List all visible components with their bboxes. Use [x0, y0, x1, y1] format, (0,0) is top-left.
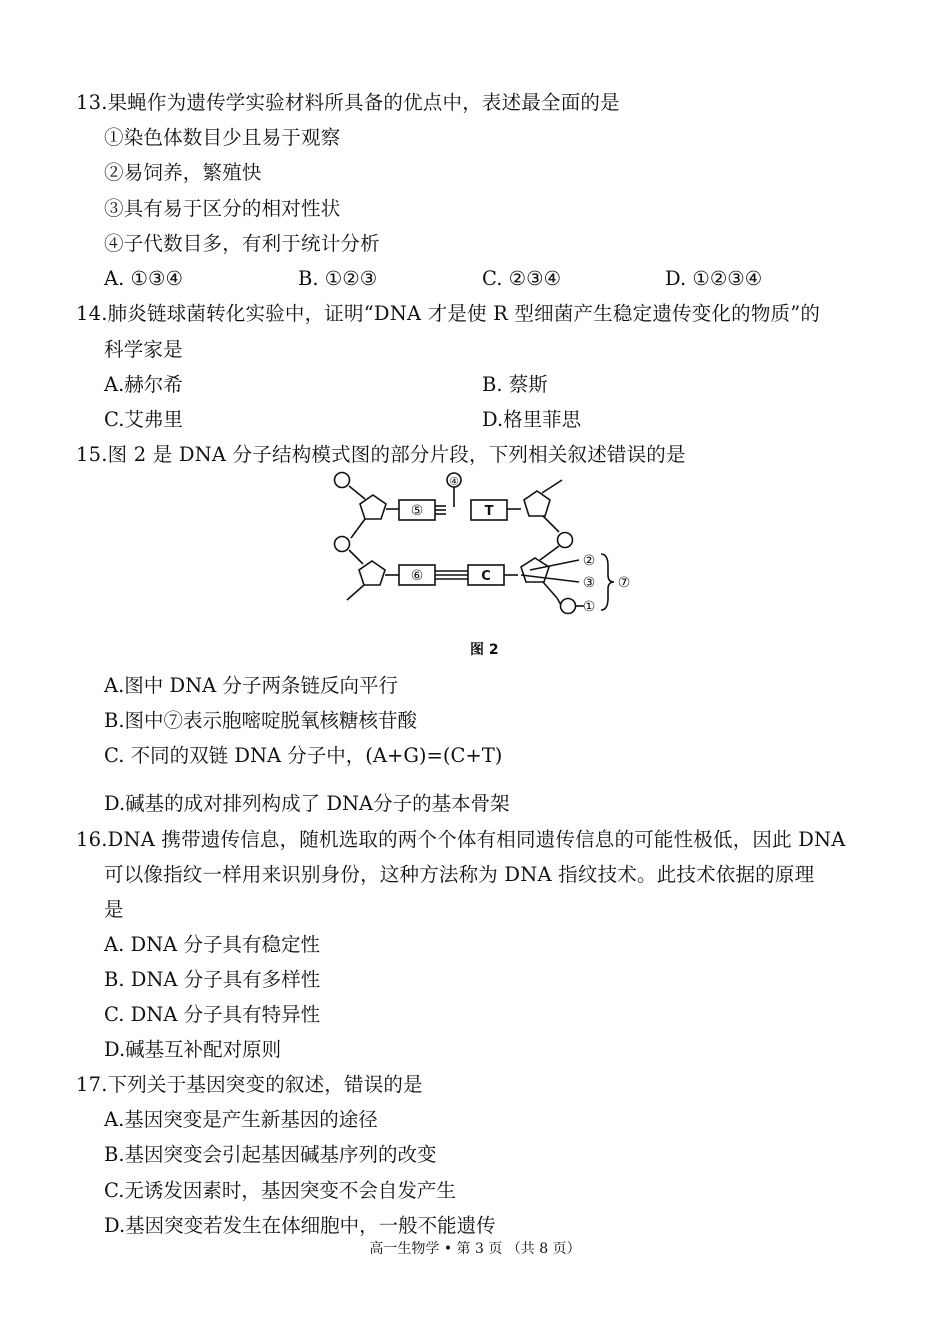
phosphate-circle [561, 599, 576, 614]
q15-option-c: C. 不同的双链 DNA 分子中，(A+G)=(C+T) [104, 744, 503, 767]
q13-item-2: ②易饲养，繁殖快 [104, 161, 262, 184]
q14-option-c: C.艾弗里 [104, 408, 183, 431]
q14-stem-line2: 科学家是 [104, 338, 183, 361]
q13-stem: 13.果蝇作为遗传学实验材料所具备的优点中，表述最全面的是 [76, 91, 620, 114]
page-footer: 高一生物学 • 第 3 页 （共 8 页） [369, 1241, 581, 1257]
q15-option-b: B.图中⑦表示胞嘧啶脱氧核糖核苷酸 [104, 709, 418, 732]
phosphate-circle [335, 473, 350, 488]
q17-option-a: A.基因突变是产生新基因的途径 [104, 1108, 378, 1131]
dna-structure-diagram [325, 466, 635, 621]
q17-option-c: C.无诱发因素时，基因突变不会自发产生 [104, 1179, 456, 1202]
label-1: ① [582, 599, 596, 615]
label-c: C [481, 569, 491, 584]
label-3: ③ [582, 575, 596, 591]
q16-option-a: A. DNA 分子具有稳定性 [104, 933, 320, 956]
q17-option-d: D.基因突变若发生在体细胞中，一般不能遗传 [104, 1214, 496, 1237]
q15-stem: 15.图 2 是 DNA 分子结构模式图的部分片段，下列相关叙述错误的是 [76, 443, 686, 466]
q13-option-d: D. ①②③④ [665, 267, 763, 290]
label-5: ⑤ [410, 503, 424, 519]
label-7: ⑦ [617, 575, 631, 591]
q14-option-d: D.格里菲思 [482, 408, 582, 431]
q13-item-3: ③具有易于区分的相对性状 [104, 197, 341, 220]
label-t: T [484, 504, 494, 519]
q13-option-a: A. ①③④ [104, 267, 183, 290]
label-2: ② [582, 553, 596, 569]
q15-option-d: D.碱基的成对排列构成了 DNA分子的基本骨架 [104, 792, 510, 815]
q16-stem-line3: 是 [104, 898, 124, 921]
phosphate-circle [558, 533, 573, 548]
label-4: ④ [449, 475, 459, 488]
q15-option-a: A.图中 DNA 分子两条链反向平行 [104, 674, 398, 697]
q17-option-b: B.基因突变会引起基因碱基序列的改变 [104, 1143, 437, 1166]
q17-stem: 17.下列关于基因突变的叙述，错误的是 [76, 1073, 423, 1096]
q13-item-4: ④子代数目多，有利于统计分析 [104, 232, 380, 255]
q16-option-d: D.碱基互补配对原则 [104, 1038, 282, 1061]
deoxyribose-pentagon [359, 561, 385, 585]
q16-stem-line2: 可以像指纹一样用来识别身份，这种方法称为 DNA 指纹技术。此技术依据的原理 [104, 863, 815, 886]
q16-stem-line1: 16.DNA 携带遗传信息，随机选取的两个个体有相同遗传信息的可能性极低，因此 DNA [76, 828, 846, 851]
q14-option-a: A.赫尔希 [104, 373, 183, 396]
q14-option-b: B. 蔡斯 [482, 373, 548, 396]
q14-stem-line1: 14.肺炎链球菌转化实验中，证明“DNA 才是使 R 型细菌产生稳定遗传变化的物质”的 [76, 302, 821, 325]
q13-item-1: ①染色体数目少且易于观察 [104, 126, 341, 149]
deoxyribose-pentagon [524, 491, 550, 516]
figure-caption: 图 2 [470, 642, 499, 658]
q16-option-c: C. DNA 分子具有特异性 [104, 1003, 321, 1026]
q16-option-b: B. DNA 分子具有多样性 [104, 968, 321, 991]
q13-option-b: B. ①②③ [298, 267, 378, 290]
phosphate-circle [335, 537, 350, 552]
q13-option-c: C. ②③④ [482, 267, 562, 290]
label-6: ⑥ [410, 568, 424, 584]
